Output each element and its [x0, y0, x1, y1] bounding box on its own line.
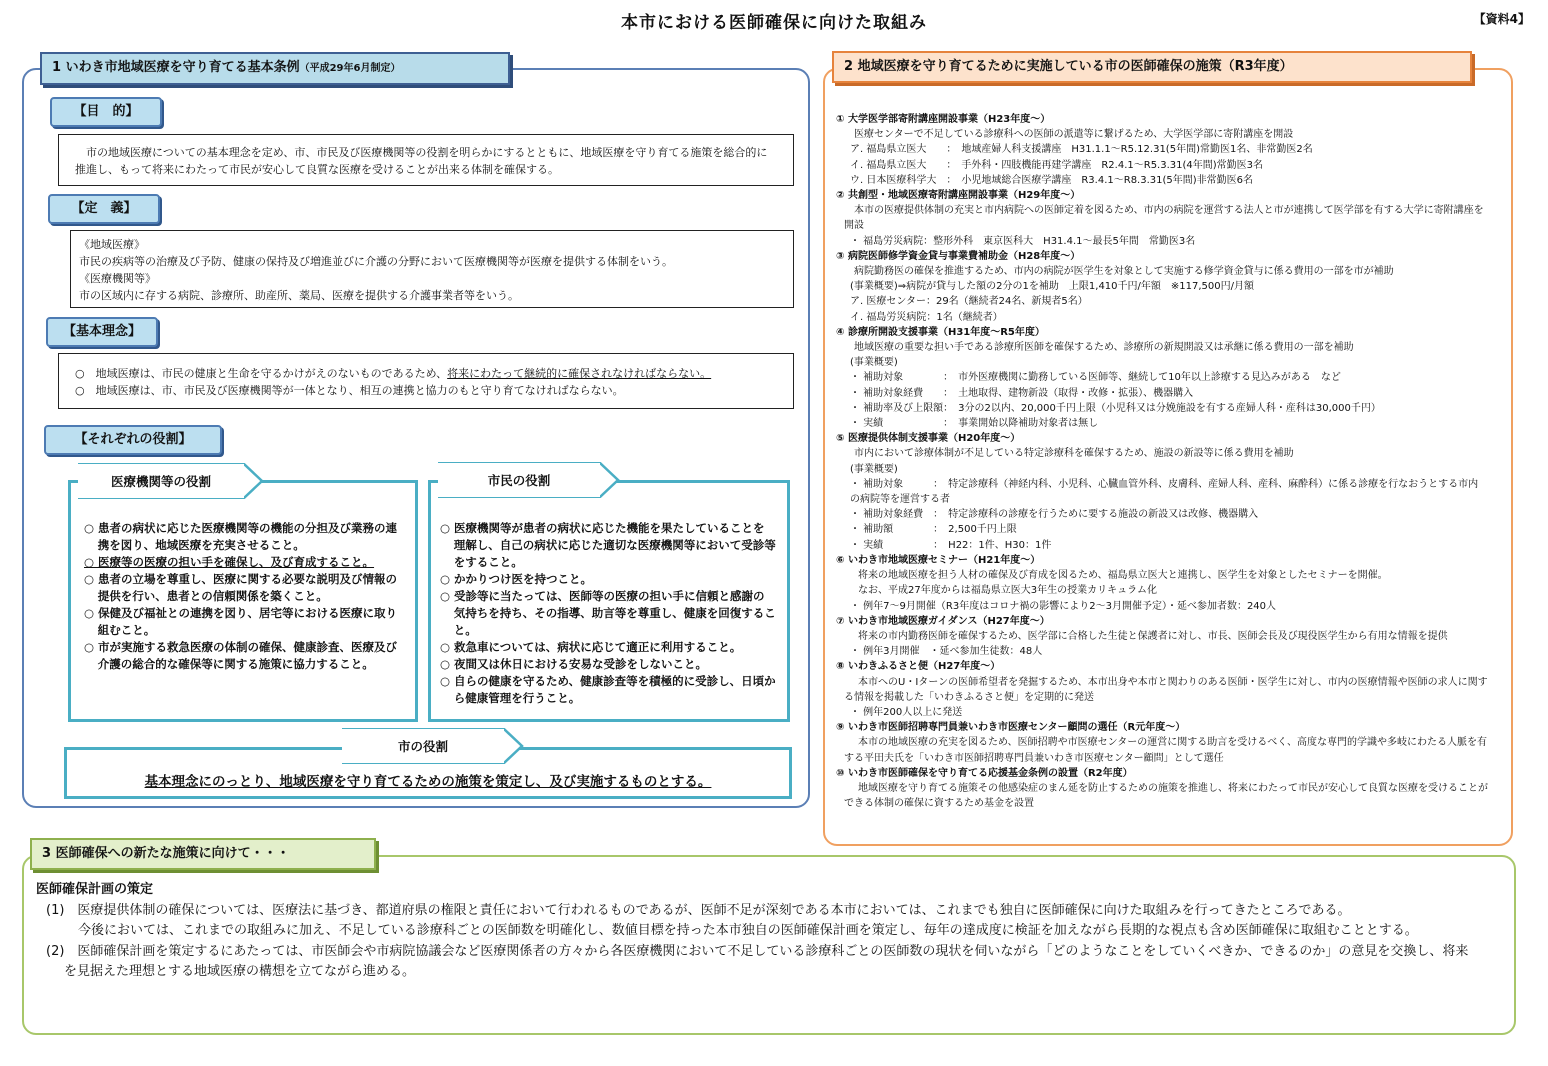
medical-role-list: [84, 520, 404, 673]
medical-role-item: ○ 患者の病状に応じた医療機関等の機能の分担及び業務の連携を図り、地域医療を充実させること。: [84, 521, 398, 552]
measure-text: 将来の市内勤務医師を確保するため、医学部に合格した生徒と保護者に対し、市長、医師会長及び現役医学生から有用な情報を提供: [858, 630, 1448, 642]
section3-paragraph-2: 今後においては、これまでの取組みに加え、不足している診療科ごとの医師数を明確化し、数値目標を持った本市独自の医師確保計画を策定し、毎年の達成度に検証を加えながら長期的な視点も含め医師確保に取組むこととする。: [78, 923, 1418, 938]
city-role-text: 基本理念にのっとり、地域医療を守り育てるための施策を策定し、及び実施するものとする。: [144, 774, 712, 790]
purpose-tag: 【目 的】: [50, 97, 162, 127]
measure-3-title: ③ 病院医師修学資金貸与事業費補助金（H28年度〜）: [836, 250, 1081, 262]
principle-2: ○ 地域医療は、市、市民及び医療機関等が一体となり、相互の連携と協力のもと守り育てなければならない。: [75, 384, 624, 397]
section1-header-title: 1 いわき市地域医療を守り育てる基本条例: [52, 60, 300, 75]
citizen-role-list: [440, 520, 776, 707]
section1-header-note: （平成29年6月制定）: [299, 63, 401, 74]
measure-4-title: ④ 診療所開設支援事業（H31年度〜R5年度）: [836, 326, 1045, 338]
purpose-text: 市の地域医療についての基本理念を定め、市、市民及び医療機関等の役割を明らかにするとともに、地域医療を守り育てる施策を総合的に推進し、もって将来にわたって市民が安心して良質な医療を受けることが出来る体制を確保する。: [75, 146, 768, 176]
measure-text: ・ 実績 ： 事業開始以降補助対象者は無し: [850, 418, 1099, 430]
measure-text: ・ 例年200人以上に発送: [850, 706, 963, 718]
measure-6-title: ⑥ いわき市地域医療セミナー（H21年度〜）: [836, 554, 1041, 566]
principle-1-underlined: 将来にわたって継続的に確保されなければならない。: [447, 367, 712, 380]
measure-text: 地域医療の重要な担い手である診療所医師を確保するため、診療所の新規開設又は承継に係る費用の一部を補助: [854, 342, 1354, 354]
definition-text-institutions: 市の区域内に存する病院、診療所、助産所、薬局、医療を提供する介護事業者等をいう。: [79, 289, 519, 302]
section1-header: [40, 52, 510, 85]
citizen-role-item: ○ 自らの健康を守るため、健康診査等を積極的に受診し、日頃から健康管理を行うこと。: [440, 674, 776, 705]
medical-role-title: 医療機関等の役割: [78, 464, 244, 498]
measure-text: ・ 補助対象 ： 市外医療機関に勤務している医師等、継続して10年以上診療する見込みがある など: [850, 372, 1341, 384]
principle-tag: 【基本理念】: [46, 317, 158, 347]
measure-text: ・ 補助対象 ： 特定診療科（神経内科、小児科、心臓血管外科、皮膚科、産婦人科、産科、麻酔科）に係る診療を行なおうとする市内の病院等を運営する者: [850, 478, 1479, 506]
document-label: 【資料4】: [1473, 12, 1530, 26]
definition-box: [70, 230, 794, 308]
principle-1-text: ○ 地域医療は、市民の健康と生命を守るかけがえのないものであるため、: [75, 367, 448, 380]
citizen-role-item: ○ 受診等に当たっては、医師等の医療の担い手に信頼と感謝の気持ちを持ち、その指導、助言等を尊重し、健康を回復すること。: [440, 589, 776, 637]
section3-header: 3 医師確保への新たな施策に向けて・・・: [30, 838, 376, 870]
measure-text: ア. 福島県立医大 ： 地域産婦人科支援講座 H31.1.1〜R5.12.31(5年間)常勤医1名、非常勤医2名: [850, 144, 1313, 156]
definition-term-regional: 《地域医療》: [79, 238, 145, 251]
city-role-tab: [342, 728, 524, 764]
measure-text: イ. 福島労災病院：1名（継続者）: [850, 311, 1003, 323]
definition-tag: 【定 義】: [48, 194, 160, 224]
definition-term-institutions: 《医療機関等》: [79, 272, 156, 285]
citizen-role-tab: [438, 462, 620, 498]
definition-text-regional: 市民の疾病等の治療及び予防、健康の保持及び増進並びに介護の分野において医療機関等が医療を提供する体制をいう。: [79, 255, 673, 268]
measure-text: (事業概要): [850, 463, 898, 475]
measure-text: ・ 実績 ： H22：1件、H30：1件: [850, 539, 1052, 551]
measure-text: ウ. 日本医療科学大 ： 小児地域総合医療学講座 R3.4.1〜R8.3.31(5年間)非常勤医6名: [850, 174, 1254, 186]
measure-text: ア. 医療センター：29名（継続者24名、新規者5名）: [850, 296, 1088, 308]
measure-text: イ. 福島県立医大 ： 手外科・四肢機能再建学講座 R2.4.1〜R5.3.31(4年間)常勤医3名: [850, 159, 1264, 171]
citizen-role-item: ○ 救急車については、病状に応じて適正に利用すること。: [440, 640, 742, 654]
measure-text: ・ 補助対象経費 ： 土地取得、建物新設（取得・改修・拡張）、機器購入: [850, 387, 1194, 399]
principle-box: [58, 353, 794, 409]
measure-10-title: ⑩ いわき市医師確保を守り育てる応援基金条例の設置（R2年度）: [836, 767, 1133, 779]
medical-role-item: ○ 医療等の医療の担い手を確保し、及び育成すること。: [84, 555, 375, 569]
medical-role-tab: [78, 463, 264, 499]
measure-2-title: ② 共創型・地域医療寄附講座開設事業（H29年度〜）: [836, 190, 1081, 202]
medical-role-item: ○ 保健及び福祉との連携を図り、居宅等における医療に取り組むこと。: [84, 606, 398, 637]
medical-role-item: ○ 患者の立場を尊重し、医療に関する必要な説明及び情報の提供を行い、患者との信頼関係を築くこと。: [84, 572, 398, 603]
section2-header: 2 地域医療を守り育てるために実施している市の医師確保の施策（R3年度）: [832, 51, 1472, 83]
section3-body: [36, 880, 1476, 983]
measure-text: 医療センターで不足している診療科への医師の派遣等に繋げるため、大学医学部に寄附講座を開設: [854, 129, 1294, 141]
citizen-role-item: ○ かかりつけ医を持つこと。: [440, 572, 593, 586]
measure-text: (事業概要)⇒病院が貸与した額の2分の1を補助 上限1,410千円/年額 ※117,500円/月額: [850, 281, 1255, 293]
section3-paragraph-1: (1) 医療提供体制の確保については、医療法に基づき、都道府県の権限と責任において行われるものであるが、医師不足が深刻である本市においては、これまでも独自に医師確保に向けた取組みを行ってきたところである。: [46, 902, 1351, 918]
page-title: 本市における医師確保に向けた取組み: [621, 13, 927, 33]
section2-body: [836, 112, 1488, 811]
measure-text: ・ 福島労災病院：整形外科 東京医科大 H31.4.1〜最長5年間 常勤医3名: [850, 235, 1196, 247]
citizen-role-item: ○ 医療機関等が患者の病状に応じた機能を果たしていることを理解し、自己の病状に応じた適切な医療機関等において受診等をすること。: [440, 521, 776, 569]
measure-text: 将来の地域医療を担う人材の確保及び育成を図るため、福島県立医大と連携し、医学生を対象としたセミナーを開催。: [858, 570, 1388, 582]
city-role-title: 市の役割: [342, 729, 504, 763]
purpose-box: [58, 134, 794, 186]
principle-1: [75, 365, 777, 382]
measure-text: 地域医療を守り育てる施策その他感染症のまん延を防止するための施策を推進し、将来にわたって市民が安心して良質な医療を受けることができる体制の確保に資するため基金を設置: [844, 782, 1488, 810]
measure-text: (事業概要): [850, 357, 898, 369]
measure-5-title: ⑤ 医療提供体制支援事業（H20年度〜）: [836, 433, 1021, 445]
measure-text: ・ 例年7〜9月開催（R3年度はコロナ禍の影響により2〜3月開催予定）・延べ参加者数：240人: [850, 600, 1277, 612]
citizen-role-title: 市民の役割: [438, 463, 600, 497]
measure-text: ・ 補助率及び上限額： 3分の2以内、20,000千円上限（小児科又は分娩施設を有する産婦人科・産科は30,000千円）: [850, 402, 1381, 414]
measure-text: 本市の医療提供体制の充実と市内病院への医師定着を図るため、市内の病院を運営する法人と市が連携して医学部を有する大学に寄附講座を開設: [844, 205, 1484, 232]
citizen-role-item: ○ 夜間又は休日における安易な受診をしないこと。: [440, 657, 708, 671]
measure-text: 本市の地域医療の充実を図るため、医師招聘や市医療センターの運営に関する助言を受けるべく、高度な専門的学識や多岐にわたる人脈を有する平田夫氏を「いわき市医師招聘専門員兼いわき市医療センター顧問」として選任: [844, 737, 1487, 764]
measure-8-title: ⑧ いわきふるさと便（H27年度〜）: [836, 661, 1001, 673]
measure-7-title: ⑦ いわき市地域医療ガイダンス（H27年度〜）: [836, 615, 1050, 627]
measure-text: ・ 例年3月開催 ・延べ参加生徒数：48人: [850, 646, 1043, 658]
measure-text: ・ 補助対象経費 ： 特定診療科の診療を行うために要する施設の新設又は改修、機器購入: [850, 509, 1259, 521]
measure-text: ・ 補助額 ： 2,500千円上限: [850, 524, 1017, 536]
measure-text: なお、平成27年度からは福島県立医大3年生の授業カリキュラム化: [858, 585, 1157, 597]
measure-text: 本市へのU・Iターンの医師希望者を発掘するため、本市出身や本市と関わりのある医師・医学生に対し、市内の医療情報や医師の求人に関する情報を掲載した「いわきふるさと便」を定期的に発送: [844, 676, 1488, 703]
section3-subheading: 医師確保計画の策定: [36, 882, 154, 897]
measure-text: 市内において診療体制が不足している特定診療科を確保するため、施設の新設等に係る費用を補助: [854, 448, 1294, 460]
measure-9-title: ⑨ いわき市医師招聘専門員兼いわき市医療センター顧問の選任（R元年度〜）: [836, 722, 1186, 734]
measure-text: 病院勤務医の確保を推進するため、市内の病院が医学生を対象として実施する修学資金貸与に係る費用の一部を市が補助: [854, 266, 1394, 278]
medical-role-item: ○ 市が実施する救急医療の体制の確保、健康診査、医療及び介護の総合的な確保等に関する施策に協力すること。: [84, 640, 398, 671]
section3-paragraph-3: (2) 医師確保計画を策定するにあたっては、市医師会や市病院協議会など医療関係者の方々から各医療機関において不足している診療科ごとの医師数の現状を伺いながら「どのようなことをしていくべきか、できるのか」の意見を交換し、将来を見据えた理想とする地域医療の構想を立てながら進める。: [46, 943, 1469, 979]
measure-1-title: ① 大学医学部寄附講座開設事業（H23年度〜）: [836, 114, 1051, 125]
roles-tag: 【それぞれの役割】: [44, 425, 222, 455]
